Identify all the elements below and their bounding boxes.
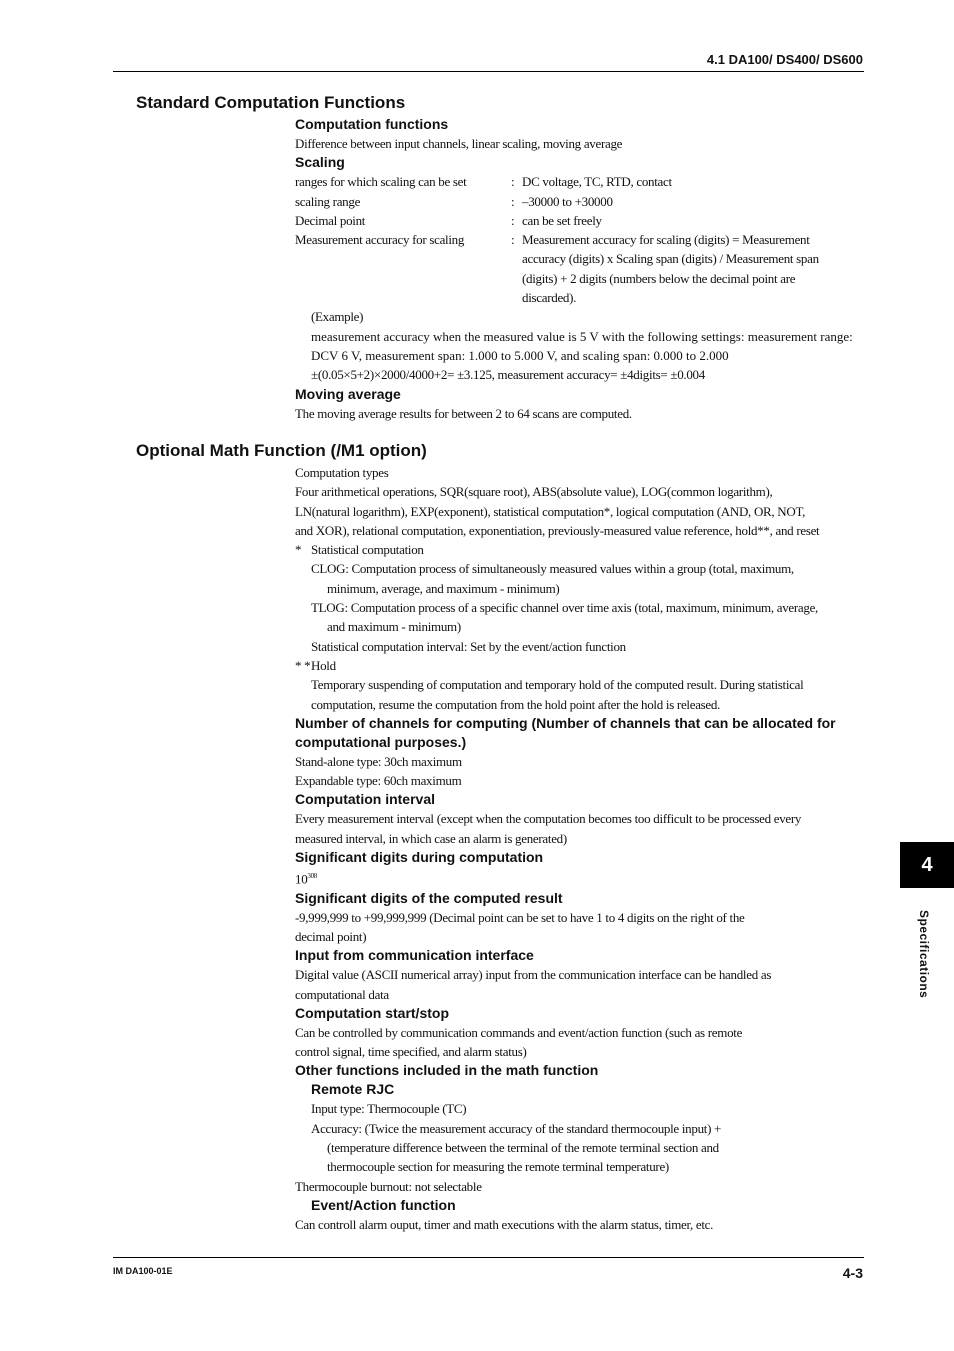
subheading-moving-average: Moving average [295, 385, 401, 402]
subheading-scaling: Scaling [295, 154, 345, 171]
computation-types-text: Four arithmetical operations, SQR(square root), ABS(absolute value), LOG(common logarithm), LN(natural logarithm), EXP(exponent), statistical computation*, logical computation (AND, OR, NOT, and XOR), relational computation, exponentiation, previously-measured value reference, hold**, and reset [295, 484, 820, 538]
note-hold [295, 656, 860, 675]
scaling-row [295, 192, 860, 211]
stat-interval-text: Statistical computation interval: Set by the event/action function [311, 638, 626, 654]
subheading-channels: Number of channels for computing (Number of channels that can be allocated for computational purposes.) [295, 714, 836, 750]
sig-digits-during-value [295, 867, 860, 889]
note-hold-title: Hold [311, 657, 336, 673]
computation-functions-text: Difference between input channels, linear scaling, moving average [295, 136, 623, 151]
chapter-number-tab: 4 [900, 842, 954, 888]
scaling-row-key: scaling range [295, 193, 361, 209]
footer-rule [113, 1257, 864, 1258]
example-label: (Example) [311, 309, 364, 325]
subheading-sig-digits-result: Significant digits of the computed result [295, 889, 563, 906]
scaling-row-value: –30000 to +30000 [522, 193, 613, 209]
tc-burnout-text: Thermocouple burnout: not selectable [295, 1178, 482, 1194]
subheading-sig-digits-during: Significant digits during computation [295, 849, 544, 866]
page-number: 4-3 [842, 1265, 863, 1281]
clog-text: CLOG: Computation process of simultaneously measured values within a group (total, maximum, minimum, average, and maximum - minimum) [311, 561, 794, 596]
start-stop-text: Can be controlled by communication commands and event/action function (such as remote control signal, time specified, and alarm status) [295, 1024, 743, 1060]
subheading-comm-input: Input from communication interface [295, 947, 534, 964]
moving-average-text: The moving average results for between 2 to 64 scans are computed. [295, 405, 632, 421]
footnote-mark: * * [295, 657, 311, 673]
scaling-row-key: Measurement accuracy for scaling [295, 232, 465, 248]
scaling-row-separator: : [511, 174, 515, 190]
running-header-title: 4.1 DA100/ DS400/ DS600 [706, 52, 863, 67]
computation-types-label: Computation types [295, 465, 389, 480]
document-id: IM DA100-01E [113, 1266, 173, 1276]
scaling-row [295, 211, 860, 230]
standard-section-body [295, 115, 860, 423]
header-rule [113, 71, 864, 72]
note-statistical-title: Statistical computation [311, 542, 424, 558]
note-statistical [295, 540, 860, 559]
scaling-row-key: Decimal point [295, 212, 366, 228]
comm-input-text: Digital value (ASCII numerical array) input from the communication interface can be handled as computational data [295, 967, 772, 1002]
sig-digits-base: 10 [295, 871, 308, 887]
scaling-row-key: ranges for which scaling can be set [295, 174, 467, 190]
subheading-start-stop: Computation start/stop [295, 1004, 449, 1021]
subheading-event-action: Event/Action function [311, 1196, 456, 1213]
subheading-remote-rjc: Remote RJC [311, 1081, 395, 1098]
scaling-row [295, 230, 860, 307]
scaling-row [295, 172, 860, 191]
footnote-mark: * [295, 542, 302, 558]
scaling-row-separator: : [511, 193, 515, 209]
event-action-text: Can controll alarm ouput, timer and math executions with the alarm status, timer, etc. [295, 1216, 714, 1232]
rjc-input-type: Input type: Thermocouple (TC) [311, 1101, 467, 1117]
computation-interval-text: Every measurement interval (except when the computation becomes too difficult to be processed every measured interval, in which case an alarm is generated) [295, 811, 802, 846]
scaling-row-separator: : [511, 212, 515, 228]
subheading-computation-functions: Computation functions [295, 116, 449, 132]
chapter-side-label: Specifications [917, 910, 931, 999]
example-text: measurement accuracy when the measured value is 5 V with the following settings: measurement range: DCV 6 V, measurement span: 1.000 to 5.000 V, and scaling span: 0.000 to 2.000 [311, 328, 853, 363]
subheading-other-functions: Other functions included in the math function [295, 1062, 599, 1079]
scaling-row-separator: : [511, 232, 515, 248]
section-title-optional-math: Optional Math Function (/M1 option) [136, 441, 427, 460]
scaling-row-value: can be set freely [522, 212, 602, 228]
tlog-text: TLOG: Computation process of a specific channel over time axis (total, maximum, minimum, average, and maximum - minimum) [311, 600, 819, 635]
scaling-row-value: DC voltage, TC, RTD, contact [522, 174, 672, 190]
optional-section-body [295, 463, 860, 1234]
example-formula: ±(0.05×5+2)×2000/4000+2= ±3.125, measurement accuracy= ±4digits= ±0.004 [311, 367, 705, 383]
rjc-accuracy: Accuracy: (Twice the measurement accuracy of the standard thermocouple input) + (temperature difference between the terminal of the remote terminal section and thermocouple section for measuring the remote terminal temperature) [311, 1120, 722, 1175]
section-title-standard: Standard Computation Functions [136, 93, 406, 112]
hold-text: Temporary suspending of computation and temporary hold of the computed result. During statistical computation, resume the computation from the hold point after the hold is released. [311, 677, 804, 712]
subheading-computation-interval: Computation interval [295, 791, 436, 808]
scaling-row-value: Measurement accuracy for scaling (digits) = Measurement accuracy (digits) x Scaling span (digits) / Measurement span (digits) + 2 digits (numbers below the decimal point are discarded). [522, 232, 819, 306]
sig-digits-result-text: -9,999,999 to +99,999,999 (Decimal point can be set to have 1 to 4 digits on the right of the decimal point) [295, 909, 745, 944]
sig-digits-exponent: 308 [307, 872, 318, 881]
channels-line-standalone: Stand-alone type: 30ch maximum [295, 753, 462, 769]
channels-line-expandable: Expandable type: 60ch maximum [295, 773, 462, 789]
